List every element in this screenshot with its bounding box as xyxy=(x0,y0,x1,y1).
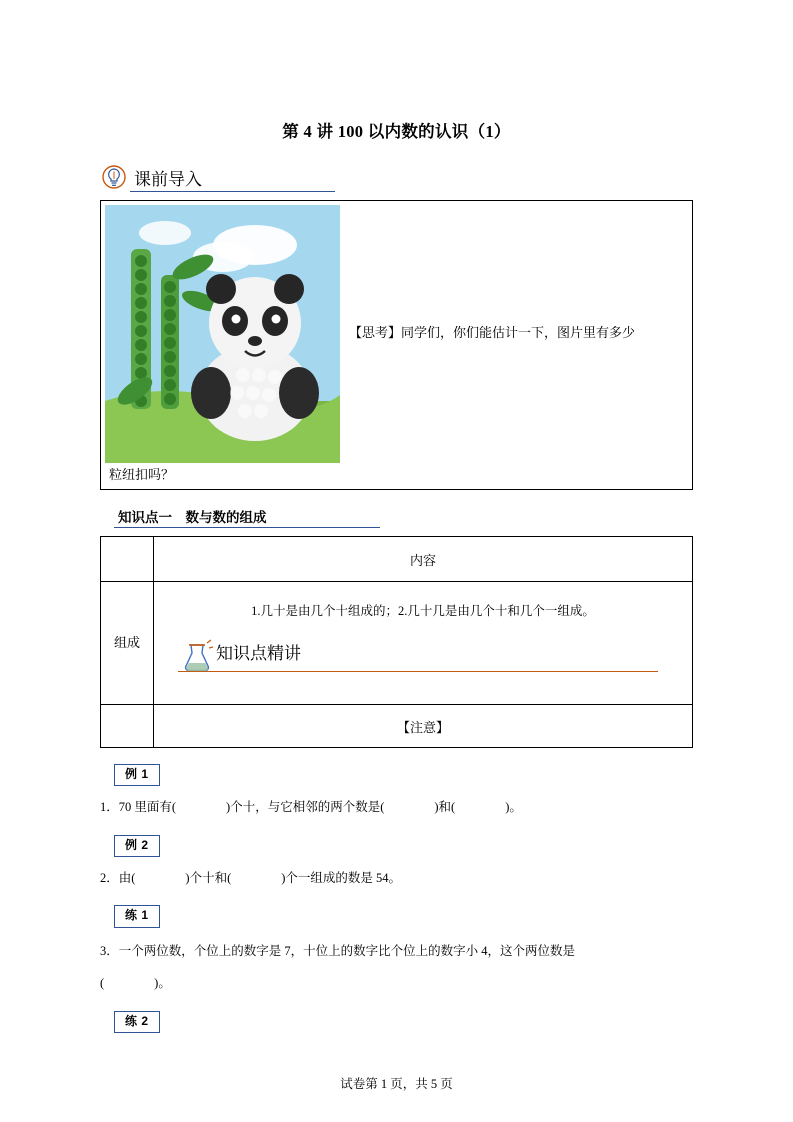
exercise-tag-practice-1-wrap xyxy=(100,905,693,927)
knowledge-point-underline xyxy=(114,527,380,528)
knowledge-point-label: 知识点一 数与数的组成 xyxy=(118,510,267,525)
knowledge-point-heading xyxy=(100,506,693,532)
flask-beaker-icon xyxy=(180,639,214,673)
table-note-left xyxy=(101,705,154,748)
lightbulb-head-icon xyxy=(100,164,128,192)
intro-question-text-cont: 粒纽扣吗？ xyxy=(109,467,175,482)
exercise-tag-example-2: 例 2 xyxy=(114,835,160,857)
page-footer: 试卷第 1 页，共 5 页 xyxy=(340,1077,453,1091)
table-header-content: 内容 xyxy=(154,537,693,582)
section-label-intro: 课前导入 xyxy=(134,170,202,189)
button-mosaic-panda-picture xyxy=(105,205,340,463)
exercise-question-3: 3．一个两位数，个位上的数字是 7，十位上的数字比个位上的数字小 4，这个两位数是 xyxy=(100,943,576,958)
intro-question-text: 【思考】同学们，你们能估计一下，图片里有多少 xyxy=(349,325,636,340)
exercise-question-3-cont: ( )。 xyxy=(100,976,171,991)
section-underline xyxy=(130,191,335,192)
lecture-underline xyxy=(178,671,658,672)
page-title: 第 4 讲 100 以内数的认识（1） xyxy=(282,122,511,141)
exercise-tag-practice-2-wrap xyxy=(100,1011,693,1033)
composition-rule-text: 1.几十是由几个十组成的；2.几十几是由几个十和几个一组成。 xyxy=(251,604,595,618)
exercise-question-1: 1．70 里面有( )个十，与它相邻的两个数是( )和( )。 xyxy=(100,800,522,815)
table-row-note xyxy=(101,705,693,748)
section-heading-intro xyxy=(100,164,693,194)
table-row-content xyxy=(154,582,693,705)
exercise-tag-example-2-wrap xyxy=(100,835,693,857)
exercise-tag-practice-2: 练 2 xyxy=(114,1011,160,1033)
table-header-left xyxy=(101,537,154,582)
exercise-tag-practice-1: 练 1 xyxy=(114,905,160,927)
table-row-label: 组成 xyxy=(101,582,154,705)
table-row-header xyxy=(101,537,693,582)
table-row-composition xyxy=(101,582,693,705)
content-table xyxy=(100,536,693,748)
exercise-tag-example-1-wrap xyxy=(100,764,693,786)
intro-box xyxy=(100,200,693,490)
exercise-question-2: 2．由( )个十和( )个一组成的数是 54。 xyxy=(100,870,402,885)
table-note-content: 【注意】 xyxy=(154,705,693,748)
lecture-heading xyxy=(158,637,688,685)
lecture-label: 知识点精讲 xyxy=(216,644,301,663)
exercise-tag-example-1: 例 1 xyxy=(114,764,160,786)
